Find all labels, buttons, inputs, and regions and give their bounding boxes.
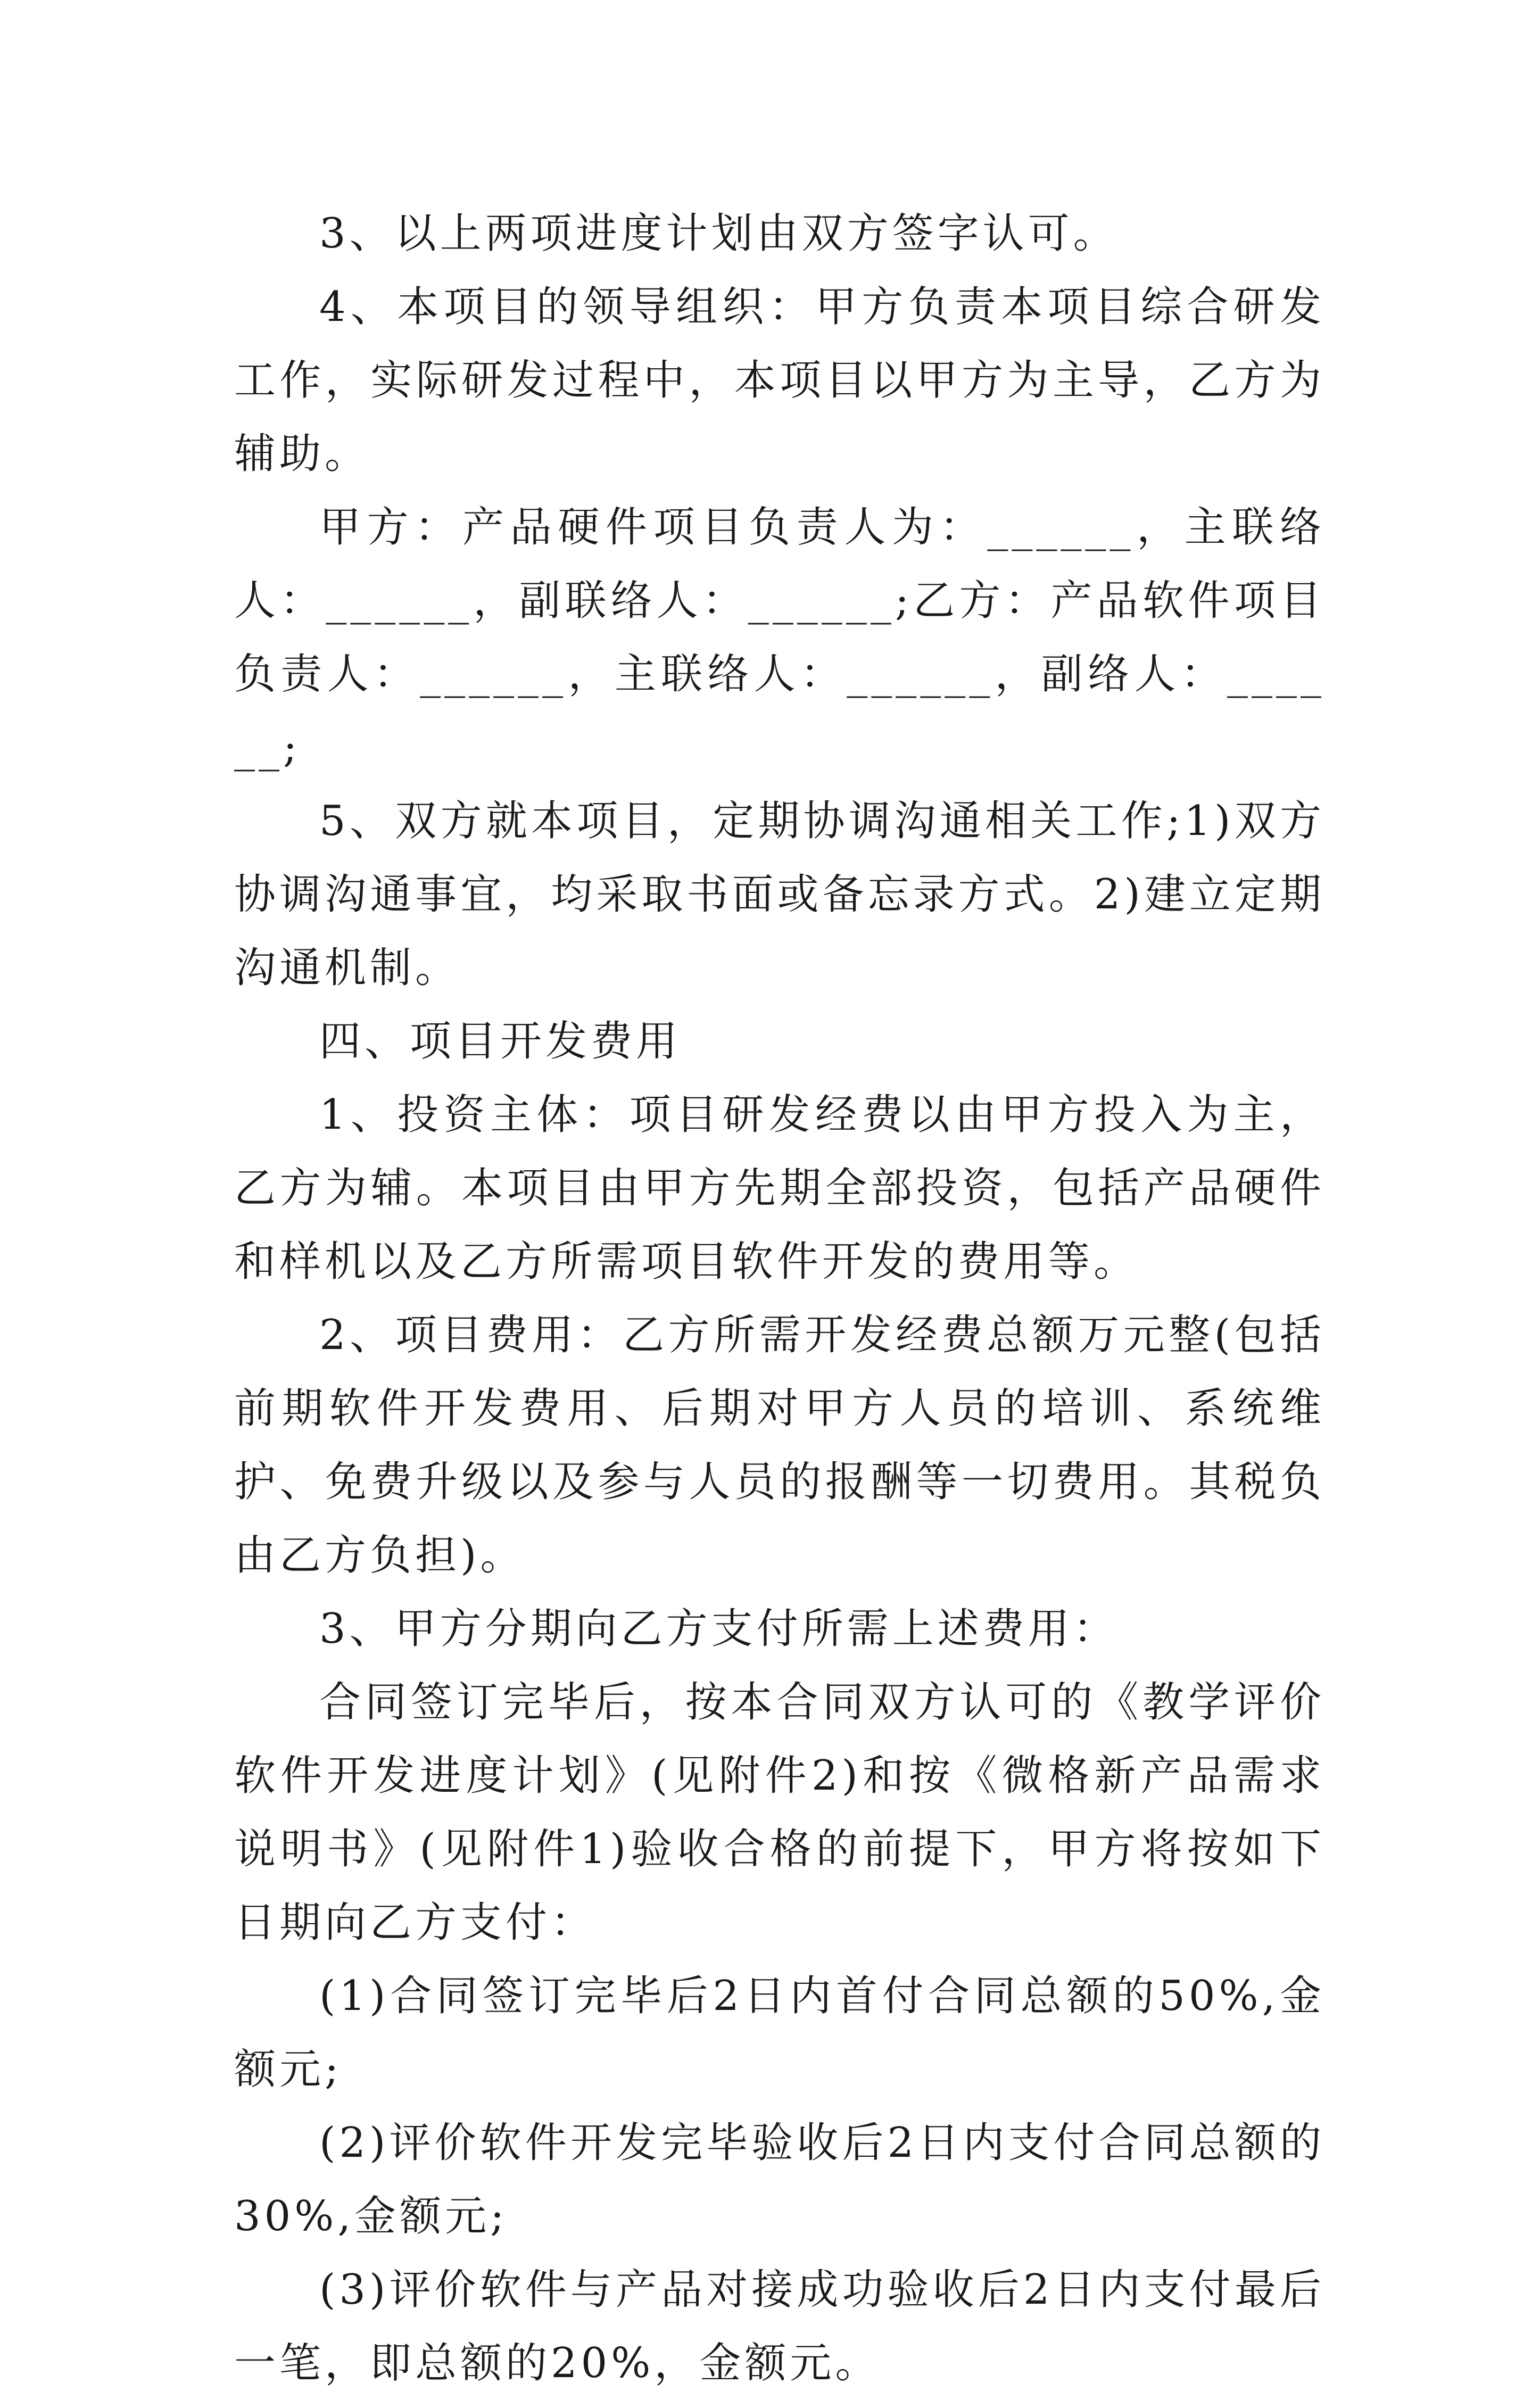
paragraph-payment-3: (3)评价软件与产品对接成功验收后2日内支付最后一笔，即总额的20%，金额元。 [234,2266,1325,2387]
paragraph-schedule-approval: 3、以上两项进度计划由双方签字认可。 [319,210,1119,258]
paragraph-project-cost: 2、项目费用：乙方所需开发经费总额万元整(包括前期软件开发费用、后期对甲方人员的培训、系统维护、免费升级以及参与人员的报酬等一切费用。其税负由乙方负担)。 [234,1311,1325,1579]
paragraph-payment-1: (1)合同签订完毕后2日内首付合同总额的50%,金额元; [234,1972,1325,2093]
paragraph-installment-intro: 3、甲方分期向乙方支付所需上述费用： [319,1605,1119,1653]
paragraph-payment-2: (2)评价软件开发完毕验收后2日内支付合同总额的30%,金额元; [234,2119,1325,2240]
document-body [234,197,1325,2400]
paragraph-project-leadership: 4、本项目的领导组织：甲方负责本项目综合研发工作，实际研发过程中，本项目以甲方为主导，乙方为辅助。 [234,283,1325,478]
paragraph-communication: 5、双方就本项目，定期协调沟通相关工作;1)双方协调沟通事宜，均采取书面或备忘录方式。2)建立定期沟通机制。 [234,797,1325,992]
section-heading-development-costs: 四、项目开发费用 [319,1017,682,1065]
paragraph-contacts: 甲方：产品硬件项目负责人为：______，主联络人：______，副联络人：______;乙方：产品软件项目负责人：______，主联络人：______，副络人：______; [234,503,1325,772]
paragraph-investment-subject: 1、投资主体：项目研发经费以由甲方投入为主，乙方为辅。本项目由甲方先期全部投资，包括产品硬件和样机以及乙方所需项目软件开发的费用等。 [234,1091,1325,1286]
paragraph-payment-conditions: 合同签订完毕后，按本合同双方认可的《教学评价软件开发进度计划》(见附件2)和按《微格新产品需求说明书》(见附件1)验收合格的前提下，甲方将按如下日期向乙方支付： [234,1678,1325,1947]
